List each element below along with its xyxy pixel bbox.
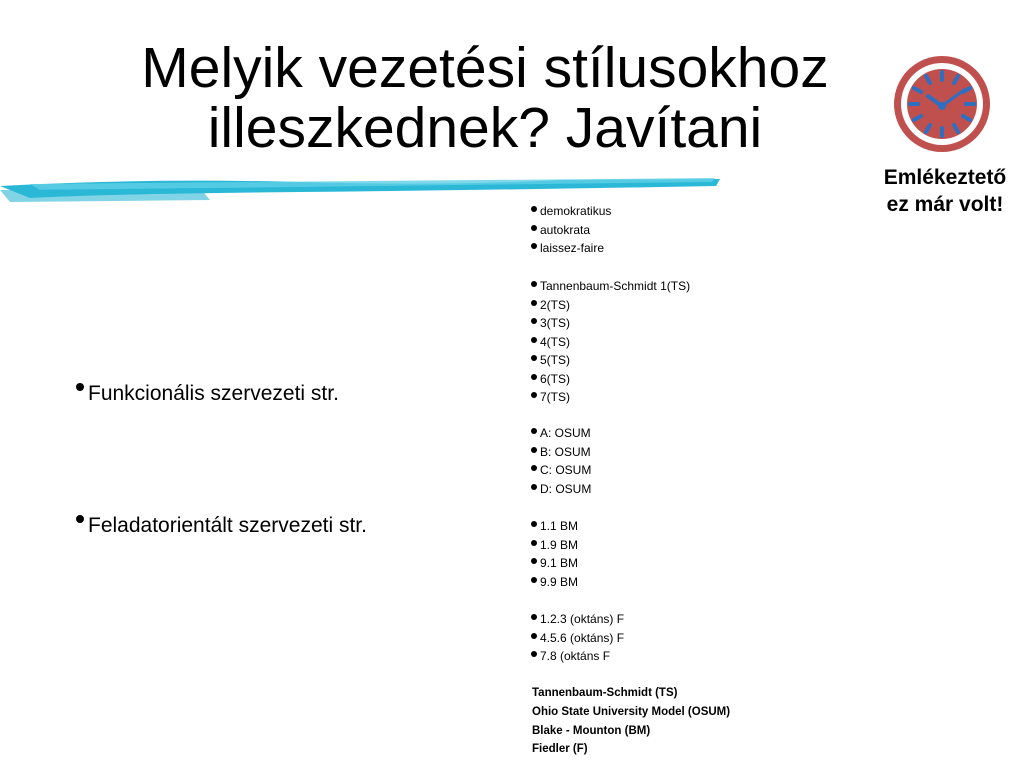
style-group-fiedler [531, 610, 624, 666]
bullet-icon [531, 428, 537, 434]
list-item: 2(TS) [531, 296, 690, 315]
bullet-icon [531, 558, 537, 564]
left-item-task-oriented [76, 514, 367, 538]
list-item: 7(TS) [531, 388, 690, 407]
list-item: 9.9 BM [531, 573, 578, 592]
list-item: 4.5.6 (oktáns) F [531, 629, 624, 648]
bullet-icon [531, 447, 537, 453]
title-line-2: illeszkednek? Javítani [207, 96, 763, 160]
legend-item: Fiedler (F) [532, 743, 588, 756]
list-item: 1.1 BM [531, 517, 578, 536]
bullet-icon [531, 484, 537, 490]
left-item-label: Funkcionális szervezeti str. [88, 382, 339, 405]
reminder-note [866, 164, 1024, 218]
legend-item: Ohio State University Model (OSUM) [532, 705, 731, 718]
bullet-icon [76, 515, 84, 523]
bullet-icon [531, 225, 537, 231]
list-item: laissez-faire [531, 239, 611, 258]
left-item-label: Feladatorientált szervezeti str. [88, 514, 367, 537]
list-item: 6(TS) [531, 370, 690, 389]
list-item: Tannenbaum-Schmidt 1(TS) [531, 277, 690, 296]
list-item: D: OSUM [531, 480, 591, 499]
bullet-icon [531, 374, 537, 380]
list-item: B: OSUM [531, 443, 591, 462]
bullet-icon [531, 465, 537, 471]
bullet-icon [531, 521, 537, 527]
bullet-icon [531, 281, 537, 287]
list-item: 5(TS) [531, 351, 690, 370]
list-item: 1.2.3 (oktáns) F [531, 610, 624, 629]
bullet-icon [531, 540, 537, 546]
list-item: 7.8 (oktáns F [531, 647, 624, 666]
reminder-line-1: Emlékeztető [883, 166, 1007, 189]
abbreviation-legend [532, 684, 730, 759]
list-item: demokratikus [531, 202, 611, 221]
list-item: autokrata [531, 221, 611, 240]
title-line-1: Melyik vezetési stílusokhoz [141, 36, 829, 100]
brush-stroke-divider [0, 176, 730, 204]
list-item: 9.1 BM [531, 554, 578, 573]
bullet-icon [531, 633, 537, 639]
style-group-osum [531, 424, 591, 498]
legend-item: Blake - Mounton (BM) [532, 724, 651, 737]
style-group-basic [531, 202, 611, 258]
list-item: C: OSUM [531, 461, 591, 480]
style-group-bm [531, 517, 578, 591]
legend-item: Tannenbaum-Schmidt (TS) [532, 687, 678, 699]
list-item: 3(TS) [531, 314, 690, 333]
style-group-ts [531, 277, 690, 407]
left-item-functional [76, 382, 339, 406]
bullet-icon [531, 318, 537, 324]
bullet-icon [76, 383, 84, 391]
slide-title [40, 38, 930, 158]
bullet-icon [531, 337, 537, 343]
list-item: 1.9 BM [531, 536, 578, 555]
bullet-icon [531, 392, 537, 398]
bullet-icon [531, 651, 537, 657]
list-item: 4(TS) [531, 333, 690, 352]
bullet-icon [531, 355, 537, 361]
bullet-icon [531, 614, 537, 620]
clock-icon [888, 50, 996, 158]
bullet-icon [531, 300, 537, 306]
bullet-icon [531, 577, 537, 583]
bullet-icon [531, 243, 537, 249]
bullet-icon [531, 206, 537, 212]
reminder-line-2: ez már volt! [886, 193, 1004, 216]
list-item: A: OSUM [531, 424, 591, 443]
